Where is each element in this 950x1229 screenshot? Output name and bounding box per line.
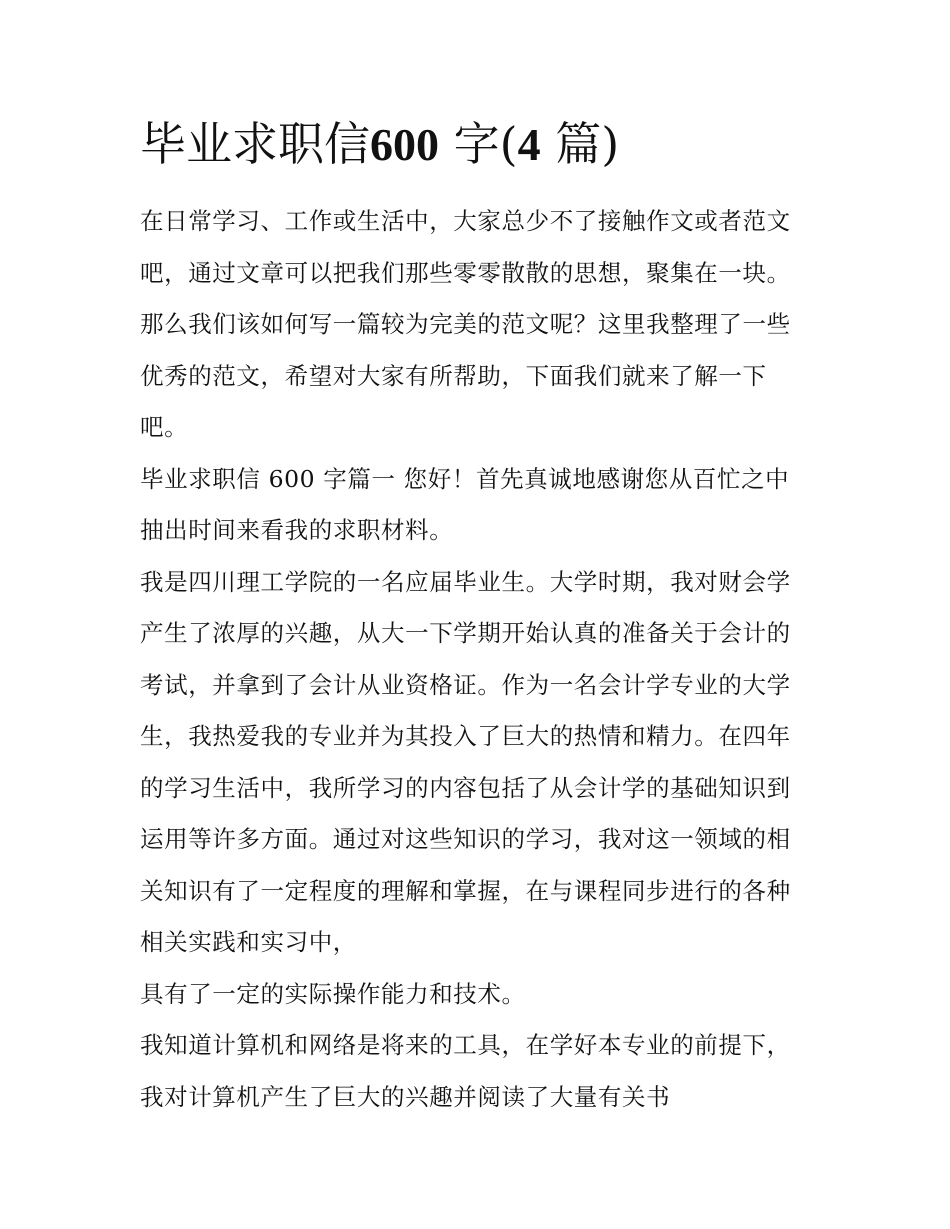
- text-line: 运用等许多方面。通过对这些知识的学习，我对这一领域的相: [140, 825, 791, 853]
- text-line: 那么我们该如何写一篇较为完美的范文呢？这里我整理了一些: [140, 310, 791, 338]
- text-line: 优秀的范文，希望对大家有所帮助，下面我们就来了解一下: [140, 361, 767, 390]
- document-body: [140, 196, 820, 1123]
- title-main: 毕业求职信: [140, 117, 370, 171]
- text-line: 产生了浓厚的兴趣，从大一下学期开始认真的准备关于会计的: [140, 619, 791, 647]
- text-line: 吧，通过文章可以把我们那些零零散散的思想，聚集在一块。: [140, 258, 791, 287]
- text-line: 抽出时间来看我的求职材料。: [140, 516, 454, 544]
- text-line: 毕业求职信 600 字篇一 您好！首先真诚地感谢您从百忙之中: [140, 464, 790, 493]
- document-title: [140, 112, 840, 177]
- text-line: 具有了一定的实际操作能力和技术。: [140, 979, 526, 1008]
- title-end: 篇): [540, 117, 620, 171]
- text-line: 我是四川理工学院的一名应届毕业生。大学时期，我对财会学: [140, 567, 791, 596]
- title-tail: 字(: [439, 117, 518, 171]
- title-count: 4: [517, 119, 541, 170]
- title-number: 600: [370, 119, 439, 170]
- text-line: 吧。: [140, 413, 189, 441]
- text-line: 相关实践和实习中，: [140, 928, 357, 956]
- text-line: 在日常学习、工作或生活中，大家总少不了接触作文或者范文: [140, 207, 791, 235]
- text-line: 关知识有了一定程度的理解和掌握，在与课程同步进行的各种: [140, 876, 791, 905]
- text-line: 考试，并拿到了会计从业资格证。作为一名会计学专业的大学: [140, 670, 791, 699]
- text-line: 的学习生活中，我所学习的内容包括了从会计学的基础知识到: [140, 773, 791, 802]
- text-line: 我知道计算机和网络是将来的工具，在学好本专业的前提下，: [140, 1031, 791, 1059]
- text-line: 我对计算机产生了巨大的兴趣并阅读了大量有关书: [140, 1082, 671, 1111]
- text-line: 生，我热爱我的专业并为其投入了巨大的热情和精力。在四年: [140, 722, 791, 750]
